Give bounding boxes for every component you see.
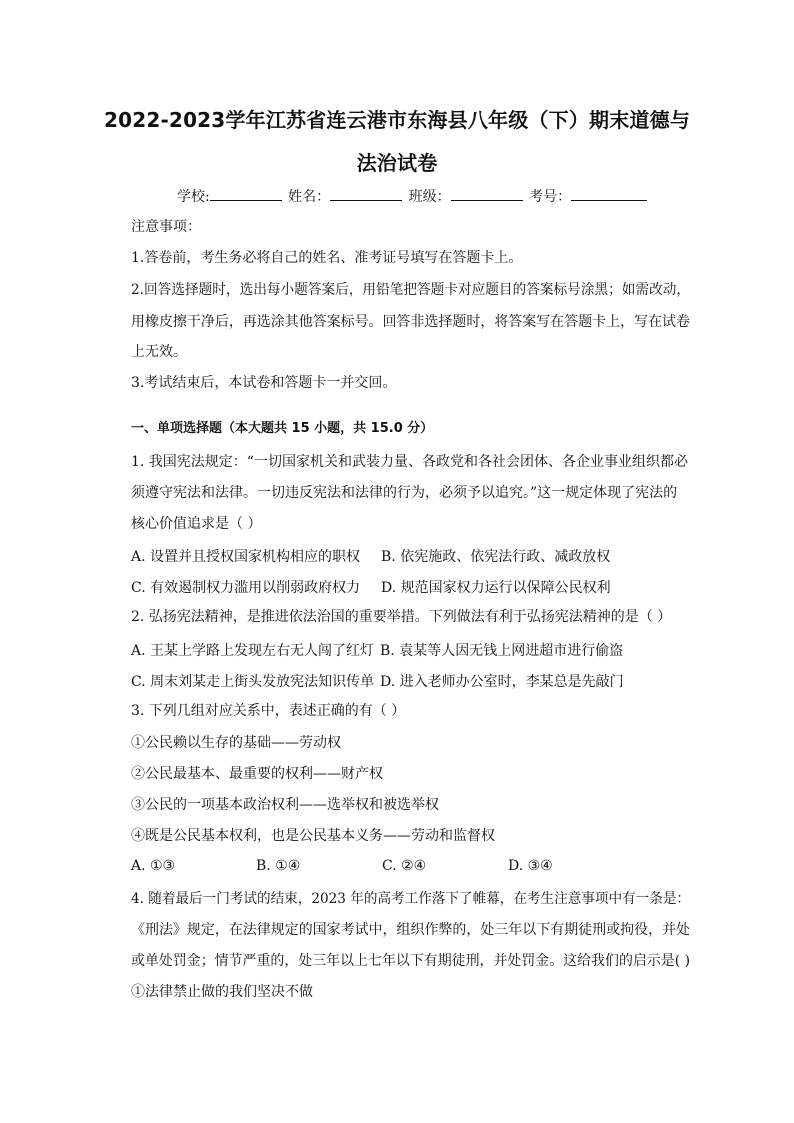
school-blank[interactable] [210, 187, 282, 201]
section-1-heading: 一、单项选择题（本大题共 15 小题，共 15.0 分） [131, 421, 434, 436]
notice-item-2-line-2: 用橡皮擦干净后，再选涂其他答案标号。回答非选择题时，将答案写在答题卡上，写在试卷 [131, 314, 690, 330]
name-blank[interactable] [330, 187, 402, 201]
school-label: 学校: [177, 189, 210, 205]
exam-title-line-1: 2022-2023学年江苏省连云港市东海县八年级（下）期末道德与 [103, 108, 691, 132]
q3-option-a[interactable]: A. ①③ [131, 858, 176, 874]
q1-line-3: 核心价值追求是（ ） [131, 516, 262, 532]
notice-item-3: 3.考试结束后，本试卷和答题卡一并交回。 [131, 375, 397, 391]
class-label: 班级： [408, 189, 451, 205]
notice-item-1: 1.答卷前，考生务必将自己的姓名、准考证号填写在答题卡上。 [131, 250, 523, 266]
student-info-row [177, 186, 649, 206]
notice-heading: 注意事项： [131, 219, 201, 235]
q4-line-3: 或单处罚金；情节严重的，处三年以上七年以下有期徒刑，并处罚金。这给我们的启示是( ) [131, 953, 691, 969]
q1-line-1: 1. 我国宪法规定：“一切国家机关和武装力量、各政党和各社会团体、各企业事业组织都必 [131, 454, 688, 470]
notice-item-2-line-1: 2.回答选择题时，选出每小题答案后，用铅笔把答题卡对应题目的答案标号涂黑；如需改动， [131, 282, 691, 298]
q1-option-b[interactable]: B. 依宪施政、依宪法行政、减政放权 [381, 549, 611, 565]
name-label: 姓名： [288, 189, 331, 205]
notice-item-2-line-3: 上无效。 [131, 344, 187, 360]
q2-option-c[interactable]: C. 周末刘某走上街头发放宪法知识传单 [131, 674, 375, 690]
q2-line-1: 2. 弘扬宪法精神，是推进依法治国的重要举措。下列做法有利于弘扬宪法精神的是（ ） [131, 609, 672, 625]
q4-line-2: 《刑法》规定，在法律规定的国家考试中，组织作弊的，处三年以下有期徒刑或拘役，并处 [131, 922, 690, 938]
q3-option-b[interactable]: B. ①④ [256, 858, 301, 874]
q3-statement-3: ③公民的一项基本政治权利——选举权和被选举权 [131, 797, 439, 813]
q4-statement-1: ①法律禁止做的我们坚决不做 [131, 984, 313, 1000]
q1-line-2: 须遵守宪法和法律。一切违反宪法和法律的行为，必须予以追究。”这一规定体现了宪法的 [131, 485, 678, 501]
q3-statement-4: ④既是公民基本权利，也是公民基本义务——劳动和监督权 [131, 828, 495, 844]
q1-option-a[interactable]: A. 设置并且授权国家机构相应的职权 [131, 549, 361, 565]
q3-option-c[interactable]: C. ②④ [382, 858, 427, 874]
q2-option-a[interactable]: A. 王某上学路上发现左右无人闯了红灯 [131, 643, 375, 659]
q3-line-1: 3. 下列几组对应关系中，表述正确的有（ ） [131, 703, 406, 719]
q1-option-c[interactable]: C. 有效遏制权力滥用以削弱政府权力 [131, 580, 361, 596]
exam-title-line-2: 法治试卷 [356, 151, 438, 175]
q3-statement-2: ②公民最基本、最重要的权利——财产权 [131, 766, 383, 782]
q2-option-b[interactable]: B. 袁某等人因无钱上网进超市进行偷盗 [380, 643, 624, 659]
q3-statement-1: ①公民赖以生存的基础——劳动权 [131, 735, 341, 751]
q4-line-1: 4. 随着最后一门考试的结束，2023 年的高考工作落下了帷幕，在考生注意事项中有一条是： [131, 891, 691, 907]
q3-option-d[interactable]: D. ③④ [508, 858, 553, 874]
number-label: 考号： [529, 189, 572, 205]
q1-option-d[interactable]: D. 规范国家权力运行以保障公民权利 [381, 580, 611, 596]
class-blank[interactable] [451, 187, 523, 201]
number-blank[interactable] [571, 187, 647, 201]
q2-option-d[interactable]: D. 进入老师办公室时，李某总是先敲门 [380, 674, 624, 690]
